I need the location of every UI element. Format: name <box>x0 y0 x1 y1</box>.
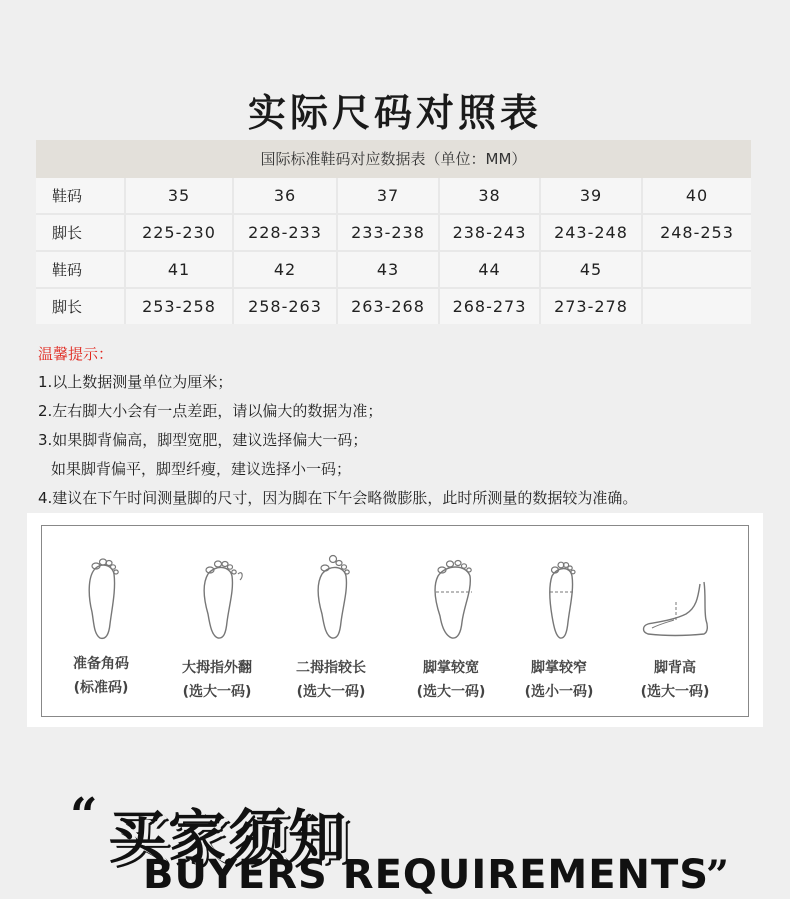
table-cell: 45 <box>541 252 643 289</box>
foot-label: 准备角码 <box>73 656 129 672</box>
foot-outline-icon <box>500 546 618 646</box>
table-cell: 38 <box>440 178 541 215</box>
foot-outline-icon <box>272 546 390 646</box>
table-row <box>36 289 751 324</box>
foot-sublabel: (选大一码) <box>296 684 366 700</box>
tip-line: 4.建议在下午时间测量脚的尺寸，因为脚在下午会略微膨胀，此时所测量的数据较为准确。 <box>38 489 638 507</box>
foot-label: 二拇指较长 <box>296 660 366 676</box>
foot-type-narrow <box>500 526 618 716</box>
tips-title: 温馨提示： <box>38 345 114 363</box>
foot-label: 脚掌较宽 <box>423 660 479 676</box>
table-row <box>36 178 751 215</box>
row-label: 鞋码 <box>36 252 126 289</box>
table-cell: 43 <box>338 252 440 289</box>
table-cell: 37 <box>338 178 440 215</box>
foot-type-high-instep <box>616 526 734 716</box>
table-cell <box>643 252 751 289</box>
foot-outline-icon <box>392 546 510 646</box>
foot-type-bunion <box>158 526 276 716</box>
tip-line: 1.以上数据测量单位为厘米； <box>38 373 233 391</box>
buyers-subtitle: BUYERS REQUIREMENTS <box>143 852 710 898</box>
row-label: 脚长 <box>36 215 126 252</box>
quote-close-mark: ” <box>706 852 730 899</box>
foot-outline-icon <box>42 546 160 646</box>
table-cell: 248-253 <box>643 215 751 252</box>
foot-side-icon <box>616 546 734 646</box>
table-cell: 41 <box>126 252 234 289</box>
table-cell: 233-238 <box>338 215 440 252</box>
foot-sublabel: (选大一码) <box>182 684 252 700</box>
foot-type-wide <box>392 526 510 716</box>
table-cell: 258-263 <box>234 289 338 324</box>
quote-open-mark: “ <box>70 788 98 844</box>
tip-line: 3.如果脚背偏高，脚型宽肥，建议选择偏大一码； <box>38 431 368 449</box>
foot-sublabel: (标准码) <box>73 680 129 696</box>
foot-outline-icon <box>158 546 276 646</box>
table-cell: 35 <box>126 178 234 215</box>
foot-type-frame <box>41 525 749 717</box>
table-cell: 44 <box>440 252 541 289</box>
table-cell: 228-233 <box>234 215 338 252</box>
foot-sublabel: (选大一码) <box>416 684 486 700</box>
table-cell: 225-230 <box>126 215 234 252</box>
table-cell: 243-248 <box>541 215 643 252</box>
table-cell: 253-258 <box>126 289 234 324</box>
foot-sublabel: (选小一码) <box>524 684 594 700</box>
table-cell: 263-268 <box>338 289 440 324</box>
table-cell: 273-278 <box>541 289 643 324</box>
tips-section <box>38 340 778 513</box>
table-row <box>36 215 751 252</box>
buyers-title: 买家须知 <box>108 803 349 871</box>
table-cell: 238-243 <box>440 215 541 252</box>
table-cell: 36 <box>234 178 338 215</box>
size-table <box>36 140 751 324</box>
page-title: 实际尺码对照表 <box>247 91 542 135</box>
size-grid <box>36 178 751 324</box>
table-cell: 268-273 <box>440 289 541 324</box>
row-label: 鞋码 <box>36 178 126 215</box>
tip-line: 如果脚背偏平，脚型纤瘦，建议选择小一码； <box>51 460 352 478</box>
table-cell: 42 <box>234 252 338 289</box>
foot-label: 脚掌较窄 <box>531 660 587 676</box>
table-cell <box>643 289 751 324</box>
foot-label: 脚背高 <box>654 660 696 676</box>
foot-type-panel <box>27 513 763 727</box>
tip-line: 2.左右脚大小会有一点差距，请以偏大的数据为准； <box>38 402 383 420</box>
buyers-notice-banner <box>0 780 790 899</box>
foot-type-standard <box>42 526 160 716</box>
table-cell: 40 <box>643 178 751 215</box>
table-header: 国际标准鞋码对应数据表（单位：MM） <box>36 140 751 178</box>
foot-label: 大拇指外翻 <box>182 660 252 676</box>
foot-type-long-second-toe <box>272 526 390 716</box>
table-row <box>36 252 751 289</box>
table-cell: 39 <box>541 178 643 215</box>
row-label: 脚长 <box>36 289 126 324</box>
foot-sublabel: (选大一码) <box>640 684 710 700</box>
